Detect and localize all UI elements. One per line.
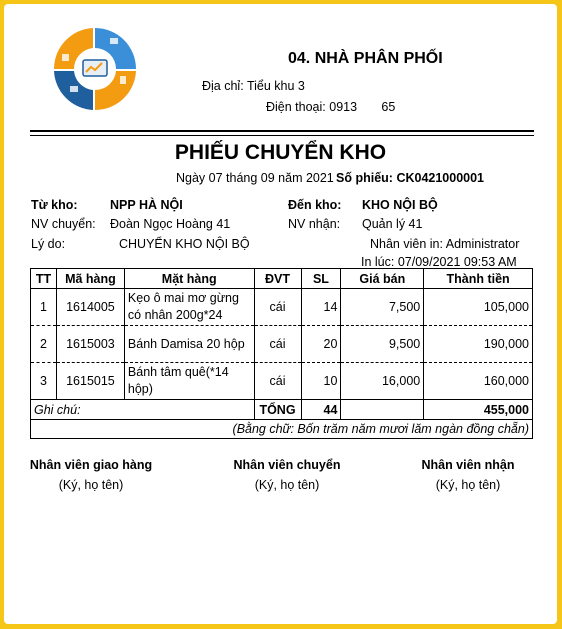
printed-at: In lúc: 07/09/2021 09:53 AM (361, 255, 517, 269)
col-name: Mặt hàng (124, 269, 254, 289)
header-divider-thin (30, 135, 534, 136)
document-date: Ngày 07 tháng 09 năm 2021 (176, 171, 334, 185)
total-row (31, 400, 533, 420)
col-code: Mã hàng (56, 269, 124, 289)
signature-receiver: Nhân viên nhận (Ký, họ tên) (421, 458, 515, 492)
company-address: Địa chỉ: Tiểu khu 3 (202, 79, 305, 93)
total-qty: 44 (301, 400, 341, 420)
from-warehouse-label: Từ kho: (31, 198, 78, 212)
table-row: 2 1615003 Bánh Damisa 20 hộp cái 20 9,500 190,000 (31, 326, 533, 363)
amount-in-words: (Bằng chữ: Bốn trăm năm mươi lăm ngàn đồng chẵn) (31, 420, 533, 439)
col-amount: Thành tiền (424, 269, 533, 289)
col-tt: TT (31, 269, 57, 289)
table-row: 3 1615015 Bánh tâm quê(*14 hộp) cái 10 16,000 160,000 (31, 363, 533, 400)
signature-sender: Nhân viên chuyển (Ký, họ tên) (233, 458, 341, 492)
col-qty: SL (301, 269, 341, 289)
printed-by: Nhân viên in: Administrator (370, 237, 520, 251)
amount-in-words-row (31, 420, 533, 439)
signature-delivery: Nhân viên giao hàng (Ký, họ tên) (29, 458, 153, 492)
col-price: Giá bán (341, 269, 424, 289)
col-unit: ĐVT (254, 269, 301, 289)
to-warehouse-label: Đến kho: (288, 198, 342, 212)
receiver: Quản lý 41 (362, 217, 423, 231)
company-phone: Điện thoại: 0913 65 (266, 100, 396, 114)
header-divider (30, 130, 534, 132)
from-warehouse: NPP HÀ NỘI (110, 198, 183, 212)
company-name: 04. NHÀ PHÂN PHỐI (288, 50, 443, 67)
table-row: 1 1614005 Kẹo ô mai mơ gừng có nhân 200g*24 cái 14 7,500 105,000 (31, 289, 533, 326)
company-logo (50, 26, 140, 112)
reason-label: Lý do: (31, 237, 66, 251)
document-title: PHIẾU CHUYỂN KHO (174, 141, 387, 164)
to-warehouse: KHO NỘI BỘ (362, 198, 438, 212)
table-header (31, 269, 533, 289)
note-label: Ghi chú: (31, 400, 255, 420)
reason: CHUYỂN KHO NỘI BỘ (119, 237, 250, 251)
receiver-label: NV nhận: (288, 217, 341, 231)
sender-label: NV chuyển: (31, 217, 96, 231)
document-page (4, 4, 557, 624)
total-amount: 455,000 (424, 400, 533, 420)
total-label: TỔNG (254, 400, 301, 420)
document-number: Số phiếu: CK0421000001 (336, 171, 485, 185)
items-table (30, 268, 533, 439)
sender: Đoàn Ngọc Hoàng 41 (110, 217, 231, 231)
